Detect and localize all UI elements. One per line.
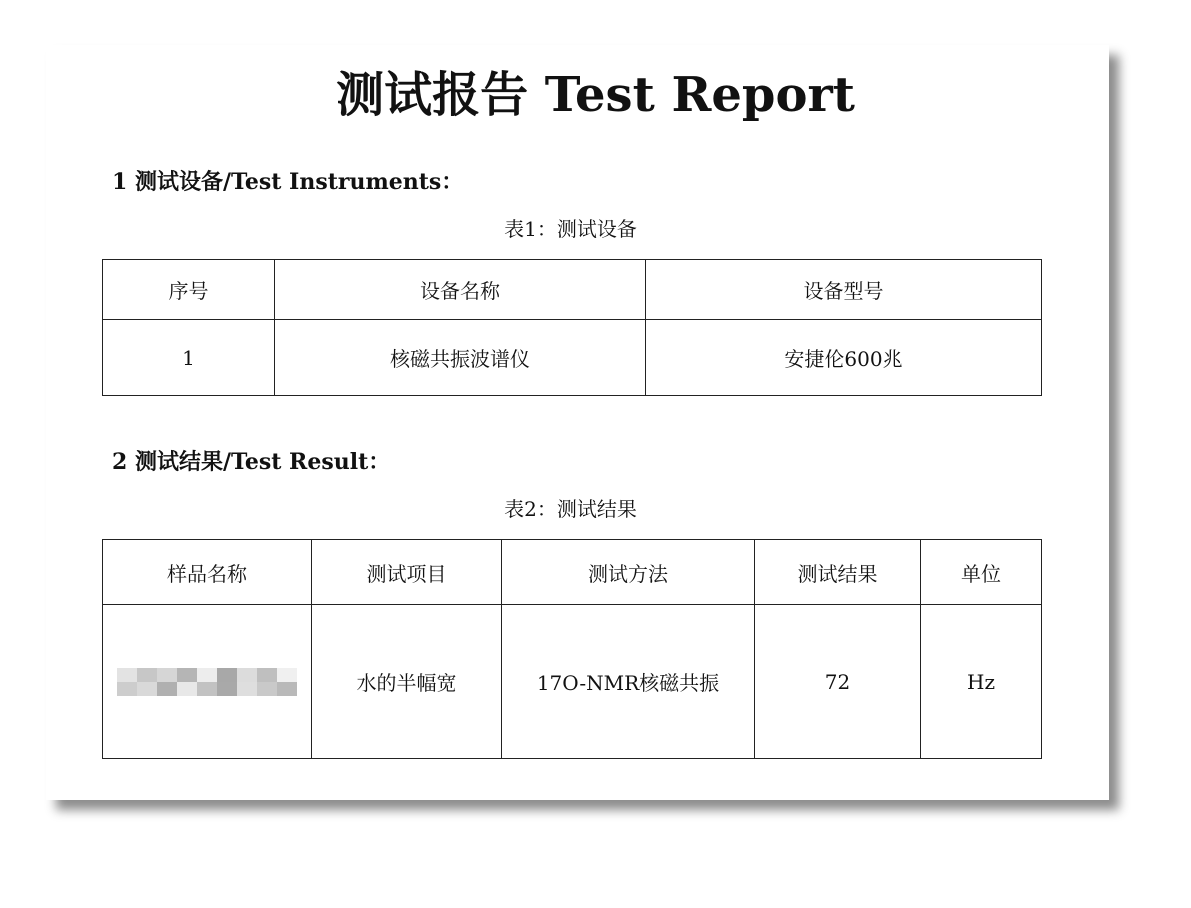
table-row [103,605,1042,759]
redaction-tile [157,668,177,682]
cell-test-method: 17O-NMR核磁共振 [502,605,755,759]
column-header-index: 序号 [103,260,275,320]
redaction-tile [197,682,217,696]
redaction-tile [177,668,197,682]
section-heading-results: 2 测试结果/Test Result： [112,449,391,475]
redaction-tile [277,668,297,682]
cell-index: 1 [103,320,275,396]
table-row [103,320,1042,396]
redaction-tile [277,682,297,696]
column-header-sample-name: 样品名称 [103,540,312,605]
redaction-tile [217,668,237,682]
table-header-row [103,540,1042,605]
cell-unit: Hz [921,605,1042,759]
redaction-tile [257,668,277,682]
cell-test-result: 72 [755,605,921,759]
section-heading-instruments: 1 测试设备/Test Instruments： [112,169,464,195]
redaction-tile [217,682,237,696]
redaction-tile [137,668,157,682]
instruments-table [102,259,1042,396]
column-header-test-item: 测试项目 [312,540,502,605]
redaction-tile [177,682,197,696]
cell-test-item: 水的半幅宽 [312,605,502,759]
redaction-tile [117,682,137,696]
column-header-instrument-model: 设备型号 [646,260,1042,320]
table-caption-results: 表2：测试结果 [504,497,637,521]
redaction-tile [237,668,257,682]
cell-sample-name [103,605,312,759]
redaction-tile [237,682,257,696]
report-title: 测试报告 Test Report [336,67,855,123]
column-header-instrument-name: 设备名称 [275,260,646,320]
table-caption-instruments: 表1：测试设备 [504,217,637,241]
column-header-test-result: 测试结果 [755,540,921,605]
column-header-test-method: 测试方法 [502,540,755,605]
column-header-unit: 单位 [921,540,1042,605]
cell-instrument-model: 安捷伦600兆 [646,320,1042,396]
results-table [102,539,1042,759]
redacted-sample-name [117,668,297,696]
redaction-tile [157,682,177,696]
redaction-tile [257,682,277,696]
cell-instrument-name: 核磁共振波谱仪 [275,320,646,396]
redaction-tile [137,682,157,696]
table-header-row [103,260,1042,320]
redaction-tile [197,668,217,682]
redaction-tile [117,668,137,682]
